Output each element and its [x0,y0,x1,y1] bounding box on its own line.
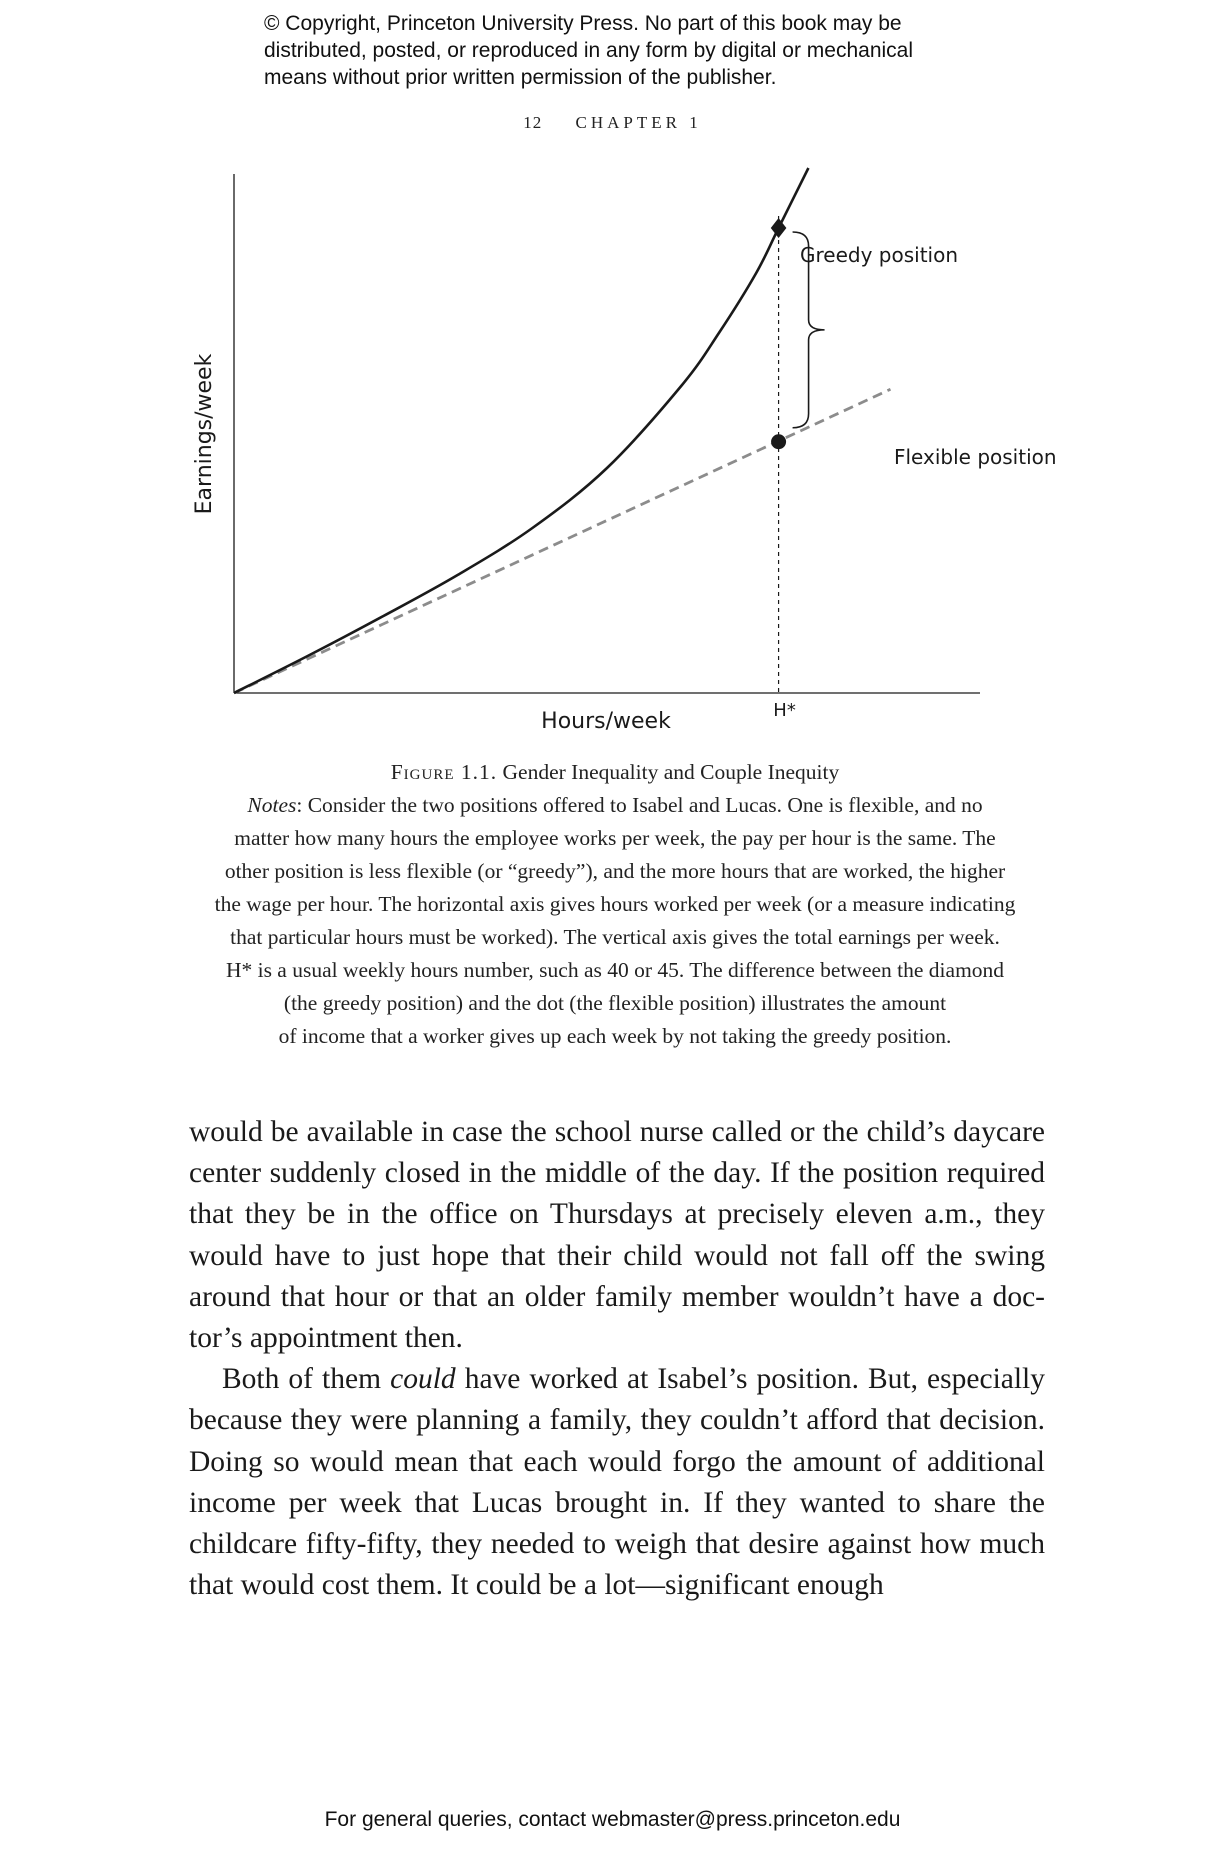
flexible-dot-marker [771,434,786,449]
flexible-position-line [234,389,890,693]
x-axis-label: Hours/week [541,709,671,734]
copyright-line: means without prior written permission of the publisher. [264,66,777,89]
y-axis-label: Earnings/week [192,353,217,515]
emphasis: could [390,1363,456,1396]
paragraph-text: Both of them [222,1363,391,1396]
page-number: 12 [523,113,543,132]
figure-title: Gender Inequality and Couple Inequity [502,760,840,784]
paragraph: would be available in case the school nurse called or the child’s daycare center suddenly closed in the middle of the day. If the position required that they be in the office on Thursdays at precisely eleven a.m., they would have to just hope that their child would not fall off the swing around that hour or that an older family member wouldn’t have a doctor’s appointment then. [189,1116,1045,1355]
greedy-position-label: Greedy position [800,243,958,267]
caption-line: of income that a worker gives up each week by not taking the greedy position. [278,1024,952,1048]
paragraph-text: have worked at Isabel’s position. But, especially because they were planning a family, they couldn’t afford that decision. Doing so would mean that each would forgo the amount of additional income per week that Lucas brought in. If they wanted to share the childcare fifty-fifty, they needed to weigh that desire against how much that would cost them. It could be a lot—significant enough [189,1363,1045,1602]
running-head [0,113,1225,133]
footer-contact: For general queries, contact webmaster@press.princeton.edu [324,1808,901,1831]
flexible-position-label: Flexible position [894,445,1057,469]
greedy-diamond-marker [771,218,787,238]
figure-chart [0,160,1225,740]
paragraph [189,1359,1045,1606]
copyright-line: distributed, posted, or reproduced in any form by digital or mechanical [264,39,914,62]
copyright-notice [264,10,1024,91]
caption-line: other position is less flexible (or “greedy”), and the more hours that are worked, the higher [224,859,1006,883]
greedy-position-curve [234,168,808,693]
caption-line: matter how many hours the employee works per week, the pay per hour is the same. The [234,826,996,850]
caption-line: : Consider the two positions offered to Isabel and Lucas. One is flexible, and no [296,793,983,817]
notes-label: Notes [247,793,297,817]
figure-caption [180,756,1050,1053]
caption-line: that particular hours must be worked). The vertical axis gives the total earnings per week. [230,925,1000,949]
chapter-title: CHAPTER 1 [575,113,702,132]
figure-label: Figure 1.1. [390,760,498,784]
caption-line: (the greedy position) and the dot (the flexible position) illustrates the amount [283,991,947,1015]
caption-line: the wage per hour. The horizontal axis gives hours worked per week (or a measure indicating [214,892,1016,916]
copyright-line: © Copyright, Princeton University Press. No part of this book may be [264,12,902,35]
body-text [189,1112,1045,1606]
caption-line: H* is a usual weekly hours number, such as 40 or 45. The difference between the diamond [225,958,1005,982]
h-star-tick-label: H* [773,700,796,721]
